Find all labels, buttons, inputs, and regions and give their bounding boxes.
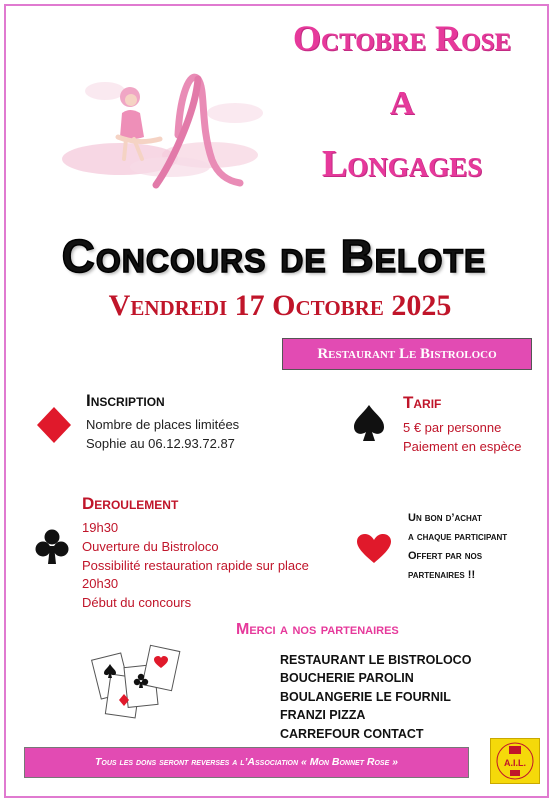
venue-banner: Restaurant Le Bistroloco <box>282 338 532 370</box>
deroulement-line: 20h30 <box>82 576 119 591</box>
partners-heading: Merci a nos partenaires <box>236 621 399 638</box>
tarif-line: Paiement en espèce <box>403 439 522 454</box>
deroulement-line: 19h30 <box>82 520 119 535</box>
partner-item: BOUCHERIE PAROLIN <box>280 671 414 685</box>
deroulement-line: Début du concours <box>82 595 192 610</box>
association-logo-image <box>491 739 539 783</box>
playing-cards-illustration <box>88 642 188 730</box>
partner-item: BOULANGERIE LE FOURNIL <box>280 690 451 704</box>
footer-banner: Tous les dons seront reverses a l’Association « Mon Bonnet Rose » <box>24 747 469 778</box>
diamond-icon <box>35 405 73 445</box>
pink-ribbon-illustration <box>60 55 275 195</box>
header-line-1: Octobre Rose <box>292 18 512 58</box>
association-logo <box>490 738 540 784</box>
header-line-3: Longages <box>321 143 483 185</box>
main-title: Concours de Belote <box>61 230 487 282</box>
deroulement-line: Possibilité restauration rapide sur place <box>82 558 309 573</box>
header-line-2: A <box>389 85 415 122</box>
tarif-heading: Tarif <box>403 393 442 412</box>
event-date: Vendredi 17 Octobre 2025 <box>108 289 452 322</box>
inscription-line: Nombre de places limitées <box>86 417 240 432</box>
tarif-line: 5 € par personne <box>403 420 502 435</box>
svg-text:A.I.L.: A.I.L. <box>504 758 526 768</box>
spade-icon <box>352 403 386 443</box>
partner-item: CARREFOUR CONTACT <box>280 727 424 741</box>
inscription-line: Sophie au 06.12.93.72.87 <box>86 436 235 451</box>
heart-icon <box>356 533 392 565</box>
bon-achat-line: a chaque participant <box>408 531 508 543</box>
bon-achat-line: Offert par nos <box>408 550 483 562</box>
deroulement-line: Ouverture du Bistroloco <box>82 539 219 554</box>
deroulement-heading: Deroulement <box>82 494 179 513</box>
bon-achat-line: partenaires !! <box>408 569 476 581</box>
partner-item: RESTAURANT LE BISTROLOCO <box>280 653 472 667</box>
bon-achat-line: Un bon d’achat <box>408 512 482 524</box>
inscription-heading: Inscription <box>86 391 165 410</box>
club-icon <box>34 528 70 566</box>
partner-item: FRANZI PIZZA <box>280 708 366 722</box>
